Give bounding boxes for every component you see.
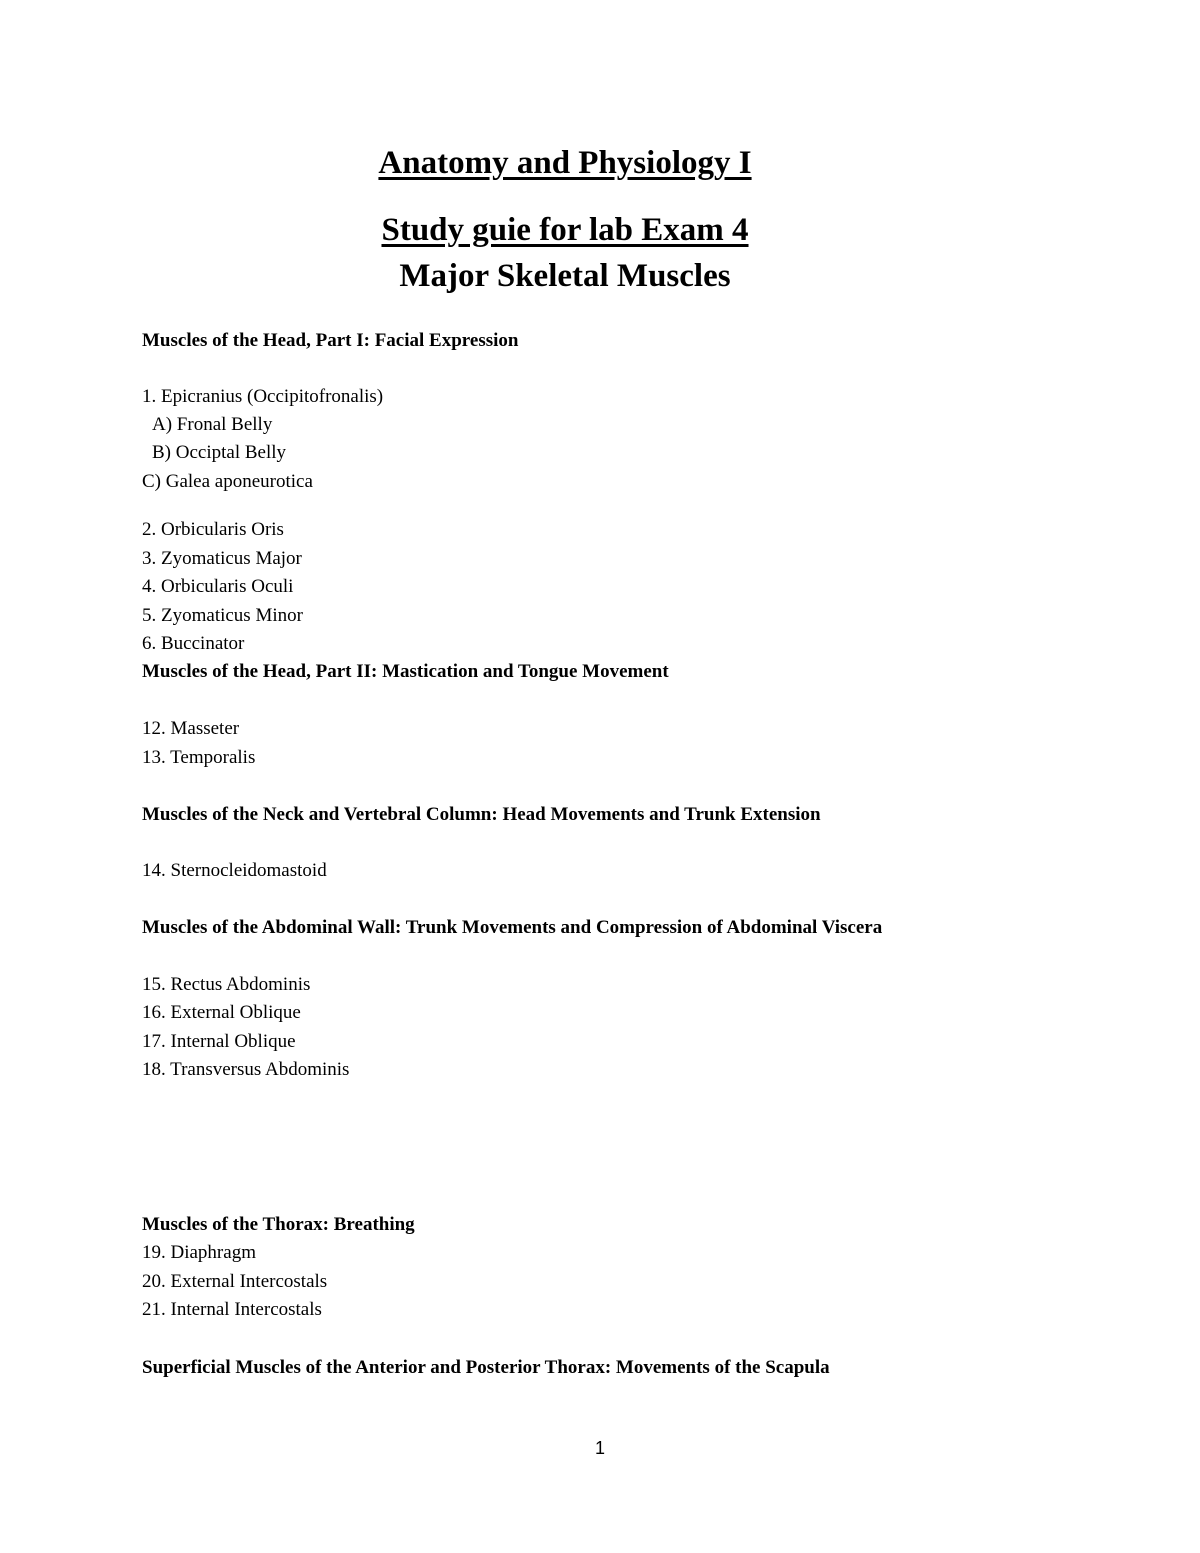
list-item: 16. External Oblique <box>142 1002 301 1023</box>
list-item: 18. Transversus Abdominis <box>142 1059 350 1080</box>
list-item: C) Galea aponeurotica <box>142 471 313 492</box>
list-item: B) Occiptal Belly <box>152 442 287 463</box>
list-item: 5. Zyomaticus Minor <box>142 605 303 626</box>
list-item: 14. Sternocleidomastoid <box>142 860 327 881</box>
list-item: A) Fronal Belly <box>152 414 273 435</box>
list-item: 2. Orbicularis Oris <box>142 519 284 540</box>
list-item: 6. Buccinator <box>142 633 245 654</box>
list-item: 17. Internal Oblique <box>142 1031 296 1052</box>
list-item: 3. Zyomaticus Major <box>142 548 302 569</box>
page-number: 1 <box>594 1438 605 1458</box>
section-heading-abdominal: Muscles of the Abdominal Wall: Trunk Movements and Compression of Abdominal Viscera <box>142 917 883 938</box>
section-heading-neck: Muscles of the Neck and Vertebral Column: Head Movements and Trunk Extension <box>142 804 821 825</box>
subject-title: Major Skeletal Muscles <box>399 258 731 294</box>
list-item: 15. Rectus Abdominis <box>142 974 311 995</box>
section-heading-thorax: Muscles of the Thorax: Breathing <box>142 1214 415 1235</box>
list-item: 13. Temporalis <box>142 747 256 768</box>
list-item: 12. Masseter <box>142 718 240 739</box>
list-item: 1. Epicranius (Occipitofronalis) <box>142 386 384 407</box>
section-heading-head-part2: Muscles of the Head, Part II: Mastication and Tongue Movement <box>142 661 669 682</box>
section-heading-scapula: Superficial Muscles of the Anterior and Posterior Thorax: Movements of the Scapula <box>142 1357 830 1378</box>
guide-title: Study guie for lab Exam 4 <box>381 212 749 248</box>
list-item: 4. Orbicularis Oculi <box>142 576 294 597</box>
section-heading-head-part1: Muscles of the Head, Part I: Facial Expression <box>142 330 519 351</box>
list-item: 19. Diaphragm <box>142 1242 256 1263</box>
list-item: 20. External Intercostals <box>142 1271 328 1292</box>
list-item: 21. Internal Intercostals <box>142 1299 322 1320</box>
course-title: Anatomy and Physiology I <box>378 145 752 181</box>
